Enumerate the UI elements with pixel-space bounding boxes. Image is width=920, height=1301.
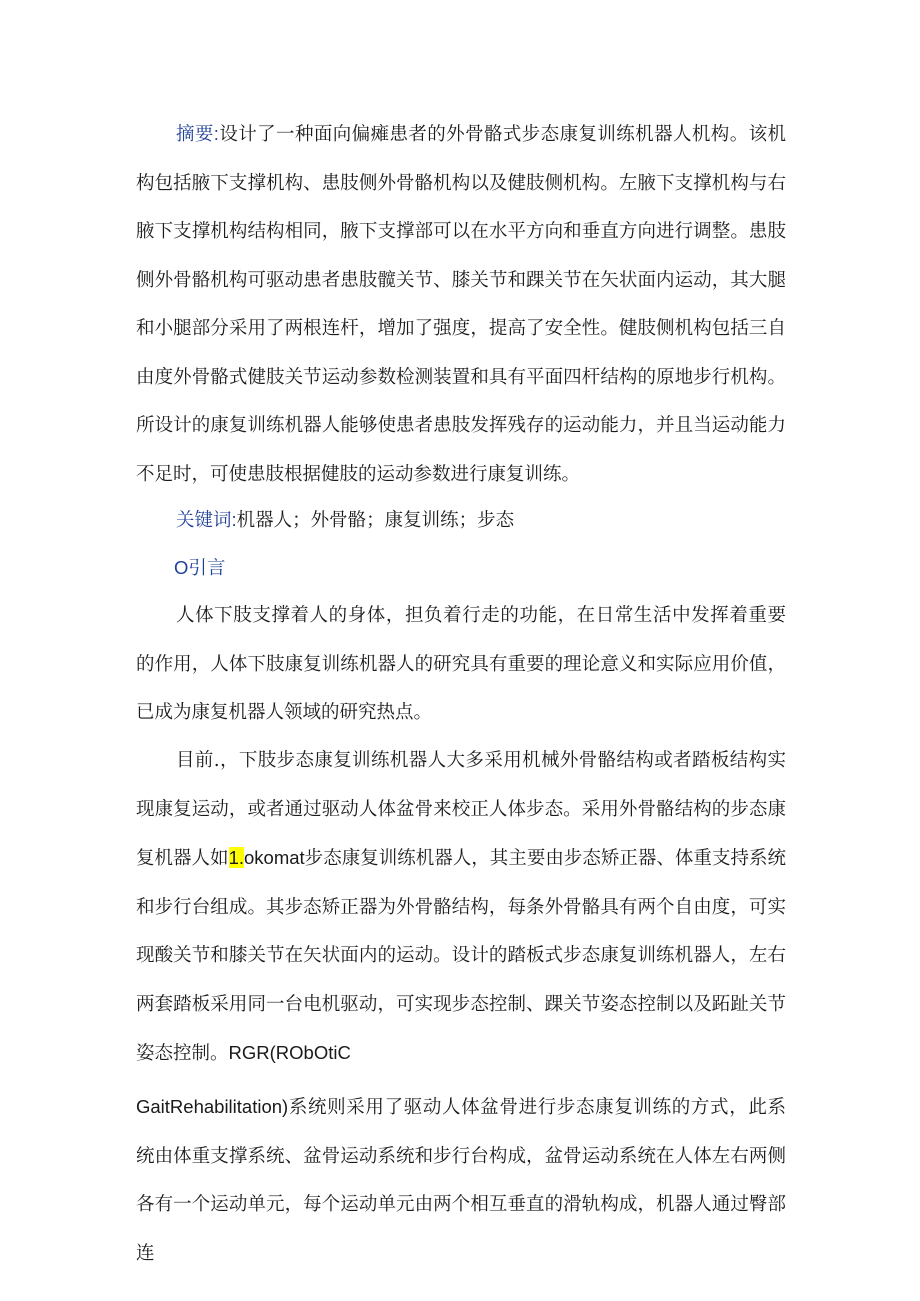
paragraph3-text: 系统则采用了驱动人体盆骨进行步态康复训练的方式，此系统由体重支撑系统、盆骨运动系统和步行台构成，盆骨运动系统在人体左右两侧各有一个运动单元，每个运动单元由两个相互垂直的滑轨构成，机器人通过臀部连 [136,1097,786,1264]
intro-paragraph-1: 人体下肢支撑着人的身体，担负着行走的功能，在日常生活中发挥着重要的作用，人体下肢康复训练机器人的研究具有重要的理论意义和实际应用价值，已成为康复机器人领域的研究热点。 [136,605,786,723]
keywords-paragraph [136,496,786,546]
paragraph2-text-start: 目前.，下肢步态康复训练机器人大多采用机械外骨骼结构或者踏板结构实现康复运动，或者通过驱动人体盆骨来校正人体步态。采用外骨骼结构的步态康复机器人如 [136,750,786,869]
section-heading-introduction: O引言 [174,557,226,578]
gait-rehabilitation-name: GaitRehabilitation) [136,1096,289,1117]
abstract-label: 摘要: [176,123,219,144]
abstract-text: 设计了一种面向偏瘫患者的外骨骼式步态康复训练机器人机构。该机构包括腋下支撑机构、患肢侧外骨骼机构以及健肢侧机构。左腋下支撑机构与右腋下支撑机构结构相同，腋下支撑部可以在水平方向和垂直方向进行调整。患肢侧外骨骼机构可驱动患者患肢髋关节、膝关节和踝关节在矢状面内运动，其大腿和小腿部分采用了两根连杆，增加了强度，提高了安全性。健肢侧机构包括三自由度外骨骼式健肢关节运动参数检测装置和具有平面四杆结构的原地步行机构。所设计的康复训练机器人能够使患者患肢发挥残存的运动能力，并且当运动能力不足时，可使患肢根据健肢的运动参数进行康复训练。 [136,124,786,485]
intro-paragraph-3 [136,1083,786,1278]
keywords-text: 机器人；外骨骼；康复训练；步态 [236,510,515,531]
keywords-label: 关键词: [176,509,237,530]
highlighted-text: 1. [228,847,244,868]
abstract-paragraph [136,110,786,499]
lokomat-name: okomat [244,847,305,868]
rgr-name: RGR(RObOtiC [228,1042,351,1063]
paragraph2-text-end: 步态康复训练机器人，其主要由步态矫正器、体重支持系统和步行台组成。其步态矫正器为外骨骼结构，每条外骨骼具有两个自由度，可实现酸关节和膝关节在矢状面内的运动。设计的踏板式步态康复训练机器人，左右两套踏板采用同一台电机驱动，可实现步态控制、踝关节姿态控制以及跖趾关节姿态控制。 [136,848,786,1064]
intro-paragraph-2 [136,737,786,1079]
